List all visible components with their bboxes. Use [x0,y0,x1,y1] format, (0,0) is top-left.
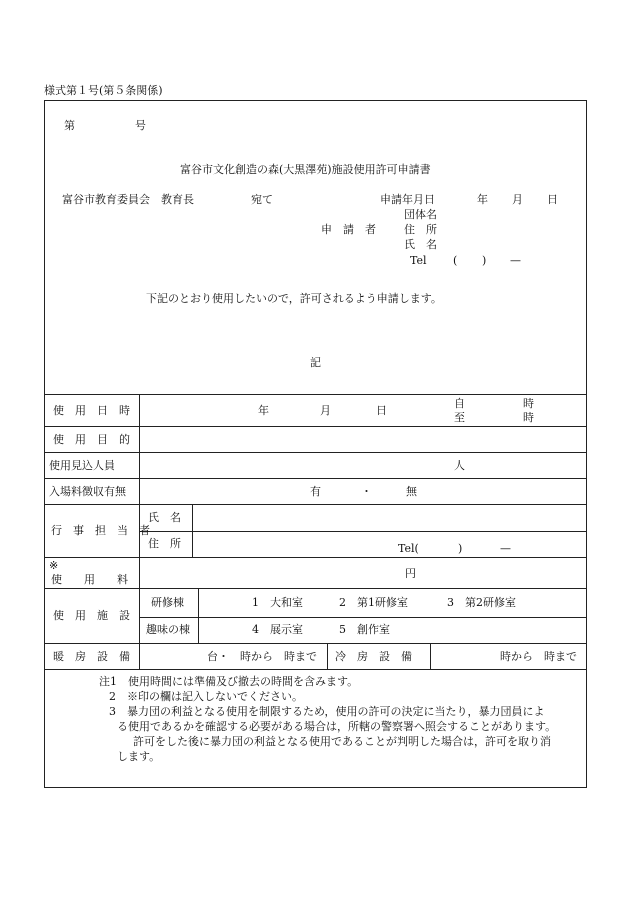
usage-datetime-label: 使 用 日 時 [53,404,130,417]
address-label: 住 所 [404,223,437,236]
table-bottom-line [45,669,586,670]
tel-paren-close: ) [482,254,487,267]
row-line [45,426,586,427]
manager-tel-dash: — [500,542,511,555]
purpose-label: 使 用 目 的 [53,433,130,446]
manager-subcolumn-divider [192,504,193,557]
row-line [139,531,586,532]
number-prefix: 第 [64,119,75,132]
heating-label: 暖 房 設 備 [53,650,130,663]
note-3-line-1: 3 暴力団の利益となる使用を制限するため，使用の許可の決定に当たり，暴力団員によ [109,705,545,718]
date-year[interactable]: 年 [477,193,488,206]
row-line [45,643,586,644]
attendance-label: 使用見込人員 [49,459,115,472]
name-label: 氏 名 [404,238,437,251]
room-option[interactable]: 2 第1研修室 [339,596,408,609]
heating-label-divider [139,643,140,669]
note-3-line-4: します。 [117,750,161,763]
usage-fee-mark: ※ [49,559,59,572]
tel-dash: — [510,254,521,267]
usage-fee-unit: 円 [405,567,416,580]
usage-month[interactable]: 月 [320,404,331,417]
date-month[interactable]: 月 [512,193,523,206]
org-name-label: 団体名 [404,208,437,221]
row-line [45,557,586,558]
manager-tel-label: Tel( [398,542,419,555]
document-title: 富谷市文化創造の森(大黒澤苑)施設使用許可申請書 [180,163,431,176]
admission-fee-yes[interactable]: 有 [310,485,321,498]
attendance-unit: 人 [454,459,465,472]
addressee-suffix: 宛て [251,193,273,206]
date-day[interactable]: 日 [547,193,558,206]
note-3-line-2: る使用であるかを確認する必要がある場合は，所轄の警察署へ照会することがあります。 [117,720,557,733]
room-option[interactable]: 4 展示室 [252,623,303,636]
usage-from-hour[interactable]: 時 [523,397,534,410]
manager-address-label: 住 所 [148,537,181,550]
row-line [45,588,586,589]
row-line [45,504,586,505]
row-line [45,452,586,453]
event-manager-label: 行 事 担 当 者 [51,524,150,537]
row-line [45,478,586,479]
facilities-label: 使 用 施 設 [53,609,130,622]
note-2: 2 ※印の欄は記入しないでください。 [109,690,303,703]
cooling-label: 冷 房 設 備 [335,650,412,663]
usage-to: 至 [454,411,465,424]
building-hobby: 趣味の棟 [146,623,190,636]
label-column-divider [139,394,140,643]
usage-year[interactable]: 年 [258,404,269,417]
note-3-line-3: 許可をした後に暴力団の利益となる使用であることが判明した場合は，許可を取り消 [133,735,551,748]
cooling-label-divider [430,643,431,669]
manager-name-label: 氏 名 [148,511,181,524]
room-option[interactable]: 3 第2研修室 [447,596,516,609]
number-suffix: 号 [135,119,146,132]
application-form [44,100,587,788]
usage-day[interactable]: 日 [376,404,387,417]
admission-fee-no[interactable]: 無 [406,485,417,498]
note-1: 注1 使用時間には準備及び撤去の時間を含みます。 [99,675,359,688]
applicant-label: 申 請 者 [321,223,376,236]
building-training: 研修棟 [151,596,184,609]
table-top-line [45,394,586,395]
heating-cooling-divider [327,643,328,669]
admission-fee-label: 入場料徴収有無 [49,485,126,498]
request-text: 下記のとおり使用したいので，許可されるよう申請します。 [146,292,442,305]
facility-subcolumn-divider [198,588,199,643]
ki-label: 記 [310,356,321,369]
addressee: 富谷市教育委員会 教育長 [62,193,194,206]
application-date-label: 申請年月日 [380,193,435,206]
row-line [139,617,586,618]
usage-from: 自 [454,397,465,410]
tel-paren-open: ( [453,254,458,267]
form-number: 様式第１号(第５条関係) [44,84,163,97]
heating-units-times[interactable]: 台・ 時から 時まで [207,650,317,663]
usage-to-hour[interactable]: 時 [523,411,534,424]
admission-fee-dot: ・ [361,485,372,498]
manager-tel-close: ) [458,542,463,555]
room-option[interactable]: 5 創作室 [339,623,390,636]
room-option[interactable]: 1 大和室 [252,596,303,609]
tel-label: Tel [410,254,427,267]
cooling-times[interactable]: 時から 時まで [500,650,577,663]
usage-fee-label: 使 用 料 [51,573,128,586]
